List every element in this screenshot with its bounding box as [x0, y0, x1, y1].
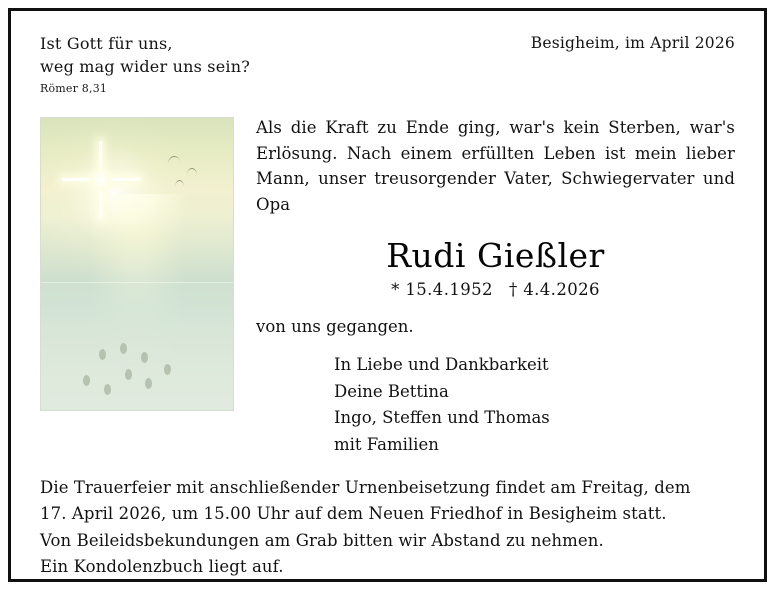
body-area — [40, 115, 735, 458]
lead-paragraph: Als die Kraft zu Ende ging, war's kein Sterben, war's Erlösung. Nach einem erfüllten Leben ist mein lieber Mann, unser treusorgender Vater, Schwiegervater und Opa — [256, 118, 735, 214]
funeral-details-line: Ein Kondolenzbuch liegt auf. — [40, 556, 284, 576]
deceased-name: Rudi Gießler — [386, 235, 605, 275]
funeral-details-line: 17. April 2026, um 15.00 Uhr auf dem Neuen Friedhof in Besigheim statt. — [40, 504, 667, 524]
footprint-icon — [164, 364, 171, 375]
death-date: † 4.4.2026 — [508, 279, 600, 299]
funeral-details-line: Die Trauerfeier mit anschließender Urnenbeisetzung findet am Freitag, dem — [40, 477, 691, 497]
mourner-line: Deine Bettina — [334, 381, 449, 401]
bird-icon — [187, 167, 198, 175]
mourners-list — [256, 352, 735, 459]
memorial-photo — [40, 117, 234, 411]
closing-line: von uns gegangen. — [256, 316, 414, 336]
birth-date: * 15.4.1952 — [391, 279, 493, 299]
text-column — [252, 115, 735, 458]
mourner-line: Ingo, Steffen und Thomas — [334, 408, 550, 428]
funeral-details-line: Von Beileidsbekundungen am Grab bitten wir Abstand zu nehmen. — [40, 530, 604, 550]
bible-verse — [40, 32, 250, 97]
place-and-date: Besigheim, im April 2026 — [530, 34, 735, 52]
footprint-icon — [145, 378, 152, 389]
notice-content — [12, 10, 763, 580]
bird-icon — [167, 155, 180, 164]
bird-icon — [175, 179, 184, 186]
life-dates — [256, 280, 735, 299]
footprint-icon — [120, 343, 127, 354]
funeral-details — [40, 459, 735, 581]
footprint-icon — [141, 352, 148, 363]
sun-core — [88, 167, 114, 193]
verse-reference: Römer 8,31 — [40, 82, 108, 96]
mourner-line: mit Familien — [334, 435, 439, 455]
top-row — [40, 32, 735, 97]
footprint-icon — [99, 349, 106, 360]
sand-area — [41, 282, 233, 410]
verse-line-2: weg mag wider uns sein? — [40, 57, 250, 77]
mourner-line: In Liebe und Dankbarkeit — [334, 354, 549, 374]
verse-line-1: Ist Gott für uns, — [40, 34, 173, 53]
